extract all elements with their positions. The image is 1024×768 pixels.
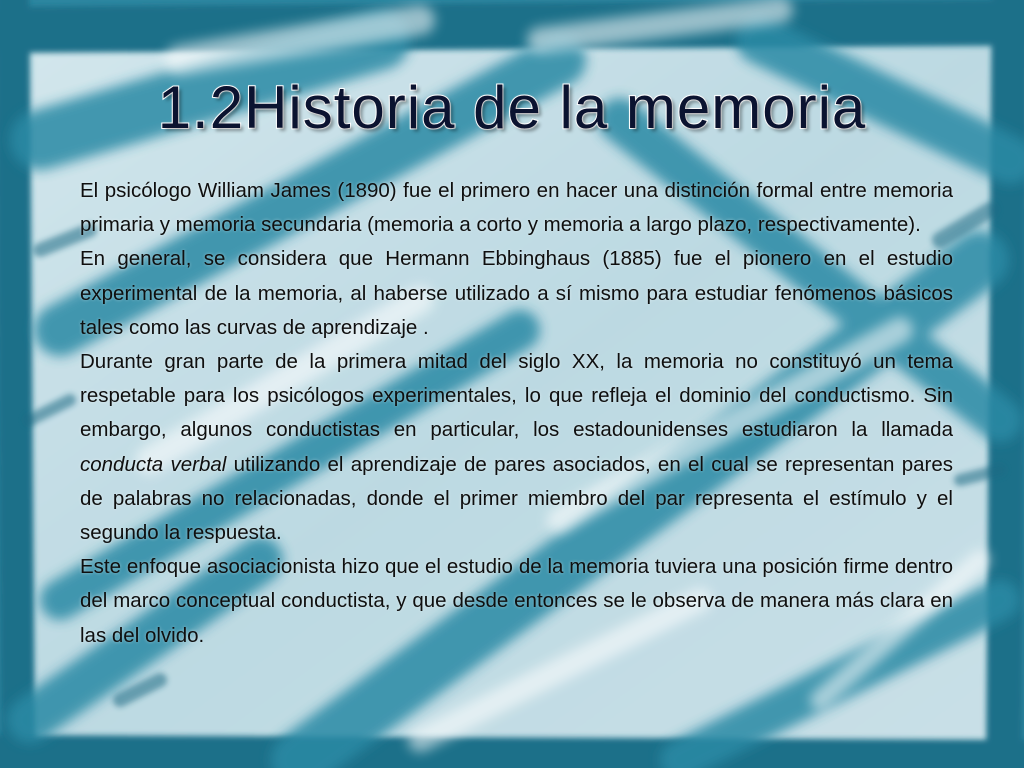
paragraph-conductismo-after: utilizando el aprendizaje de pares asociados, en el cual se representan pares de palabras no relacionadas, donde el primer miembro del par representa el estímulo y el segundo la respuesta. <box>80 452 954 545</box>
paragraph-asociacionista: Este enfoque asociacionista hizo que el estudio de la memoria tuviera una posición firme dentro del marco conceptual conductista, y que desde entonces se le observa de manera más clara en las del olvido. <box>80 555 953 647</box>
paragraph-conductismo-before: Durante gran parte de la primera mitad del siglo XX, la memoria no constituyó un tema respetable para los psicólogos experimentales, lo que refleja el dominio del conductismo. Sin embargo, algunos conductistas en particular, los estadounidenses estudiaron la llamada <box>80 350 953 442</box>
paragraph-ebbinghaus: En general, se considera que Hermann Ebbinghaus (1885) fue el pionero en el estudio experimental de la memoria, al haberse utilizado a sí mismo para estudiar fenómenos básicos tales como las curvas de aprendizaje . <box>80 247 953 339</box>
slide-title: 1.2Historia de la memoria <box>157 74 867 141</box>
paragraph-conductismo <box>80 345 953 550</box>
paragraph-william-james: El psicólogo William James (1890) fue el primero en hacer una distinción formal entre memoria primaria y memoria secundaria (memoria a corto y memoria a largo plazo, respectivamente). <box>80 179 953 237</box>
emphasis-conducta-verbal: conducta verbal <box>80 452 227 476</box>
slide-body <box>80 174 953 653</box>
